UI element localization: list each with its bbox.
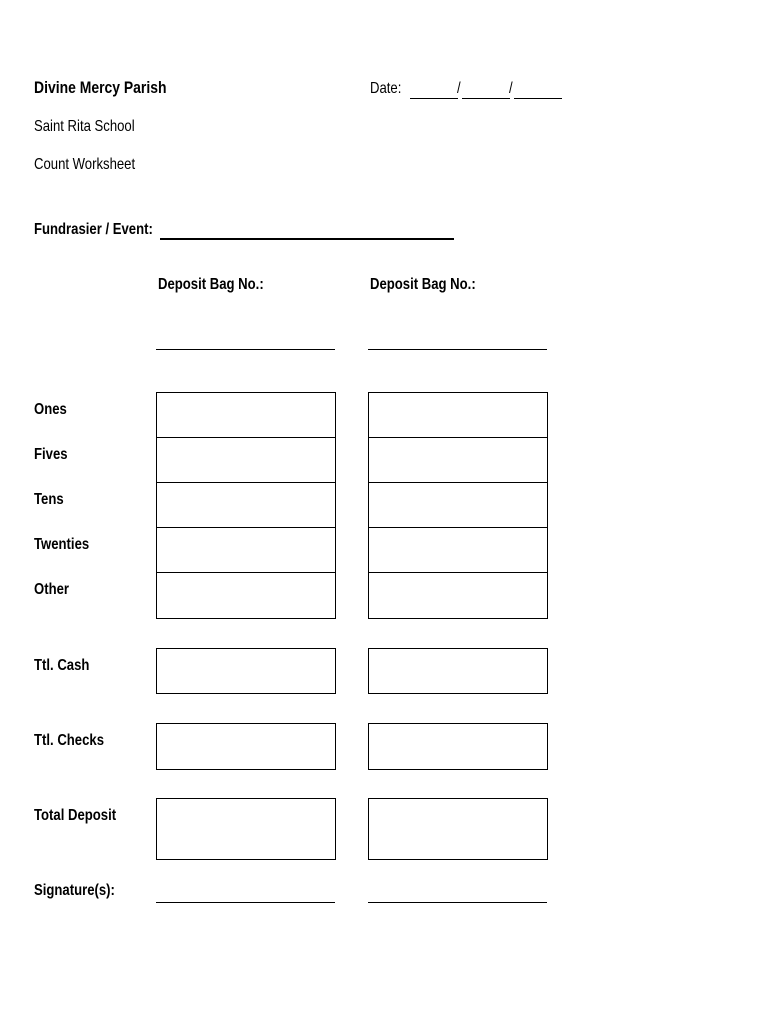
row-label-twenties: Twenties	[34, 536, 90, 553]
bag2-ttl-checks-field[interactable]	[368, 723, 548, 770]
bag2-tens-field[interactable]	[368, 482, 548, 528]
bag1-ttl-checks-field[interactable]	[156, 723, 336, 770]
date-month-field[interactable]	[410, 98, 458, 99]
date-day-field[interactable]	[462, 98, 510, 99]
row-label-ones: Ones	[34, 401, 67, 418]
date-separator-1: /	[457, 80, 461, 97]
bag1-twenties-field[interactable]	[156, 527, 336, 573]
bag2-ttl-cash-field[interactable]	[368, 648, 548, 694]
date-separator-2: /	[509, 80, 513, 97]
bag2-number-field[interactable]	[368, 349, 547, 350]
bag1-label: Deposit Bag No.:	[158, 276, 264, 293]
row-label-ttl-checks: Ttl. Checks	[34, 732, 104, 749]
bag2-other-field[interactable]	[368, 572, 548, 619]
row-label-tens: Tens	[34, 491, 64, 508]
bag1-number-field[interactable]	[156, 349, 335, 350]
school-name: Saint Rita School	[34, 118, 135, 135]
bag2-signature-field[interactable]	[368, 902, 547, 903]
bag2-twenties-field[interactable]	[368, 527, 548, 573]
bag1-ttl-cash-field[interactable]	[156, 648, 336, 694]
org-name: Divine Mercy Parish	[34, 78, 167, 97]
row-label-total-deposit: Total Deposit	[34, 807, 117, 824]
event-label: Fundrasier / Event:	[34, 221, 153, 238]
row-label-fives: Fives	[34, 446, 68, 463]
row-label-signatures: Signature(s):	[34, 882, 115, 899]
bag1-signature-field[interactable]	[156, 902, 335, 903]
bag1-fives-field[interactable]	[156, 437, 336, 483]
bag2-label: Deposit Bag No.:	[370, 276, 476, 293]
bag2-fives-field[interactable]	[368, 437, 548, 483]
bag1-tens-field[interactable]	[156, 482, 336, 528]
bag2-total-deposit-field[interactable]	[368, 798, 548, 860]
row-label-ttl-cash: Ttl. Cash	[34, 657, 90, 674]
bag2-ones-field[interactable]	[368, 392, 548, 438]
form-title: Count Worksheet	[34, 156, 136, 173]
date-label: Date:	[370, 80, 402, 97]
date-year-field[interactable]	[514, 98, 562, 99]
bag1-ones-field[interactable]	[156, 392, 336, 438]
event-field[interactable]	[160, 238, 454, 240]
row-label-other: Other	[34, 581, 69, 598]
bag1-total-deposit-field[interactable]	[156, 798, 336, 860]
bag1-other-field[interactable]	[156, 572, 336, 619]
